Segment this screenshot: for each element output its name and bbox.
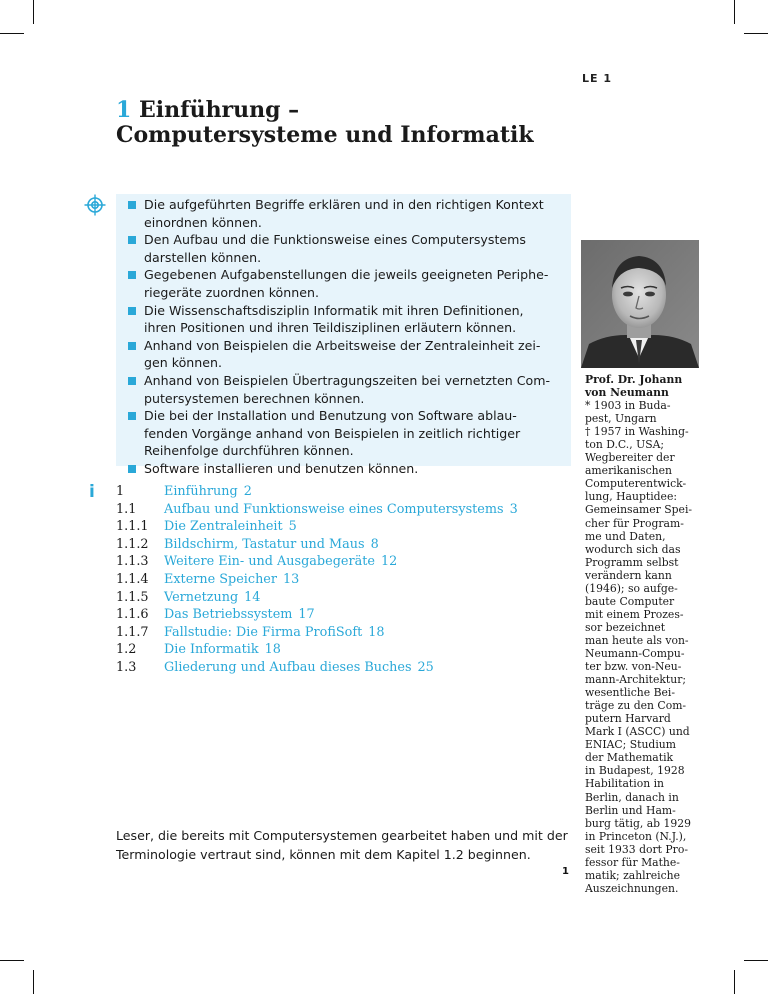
learning-goals-list (128, 196, 565, 478)
bio-line: ton D.C., USA; (585, 438, 665, 452)
square-bullet-icon (128, 307, 136, 315)
square-bullet-icon (128, 377, 136, 385)
toc-page: 18 (264, 642, 281, 658)
learning-goal-line: einordnen können. (144, 214, 262, 230)
bio-line: Berlin, danach in (585, 790, 679, 804)
bio-line: amerikanischen (585, 464, 672, 478)
toc-number: 1.1.5 (116, 589, 149, 605)
bio-line: lung, Hauptidee: (585, 490, 677, 504)
bio-line: matik; zahlreiche (585, 868, 681, 882)
toc-title: Aufbau und Funktionsweise eines Computersystems (164, 501, 504, 517)
toc-page: 17 (298, 607, 315, 623)
toc-entry[interactable] (116, 536, 546, 554)
bio-line: burg tätig, ab 1929 (585, 816, 691, 830)
table-of-contents (116, 483, 546, 677)
toc-number: 1.1.4 (116, 571, 149, 587)
learning-goal-line: putersystemen berechnen können. (144, 390, 365, 406)
bio-line: Wegbereiter der (585, 451, 675, 465)
toc-page: 18 (368, 624, 385, 640)
learning-goal-line: riegeräte zuordnen können. (144, 284, 319, 300)
toc-entry[interactable] (116, 518, 546, 536)
learning-goal-line: Die bei der Installation und Benutzung von Software ablau- (144, 408, 517, 424)
reader-note (116, 826, 571, 864)
bio-line: sor bezeichnet (585, 620, 666, 634)
learning-goal-item (128, 266, 565, 301)
toc-title: Die Informatik (164, 642, 259, 658)
bio-line: ENIAC; Studium (585, 738, 676, 752)
toc-number: 1.1.7 (116, 624, 149, 640)
toc-number: 1.1.3 (116, 554, 149, 570)
toc-page: 14 (244, 589, 261, 605)
bio-line: verändern kann (585, 568, 672, 582)
learning-goals-box (116, 194, 571, 476)
bio-line: Neumann-Compu- (585, 646, 685, 660)
learning-goal-item (128, 372, 565, 407)
page-number: 1 (562, 866, 569, 877)
learning-goal-line: fenden Vorgänge anhand von Beispielen in zeitlich richtiger (144, 425, 521, 441)
toc-entry[interactable] (116, 624, 546, 642)
bio-line: † 1957 in Washing- (585, 425, 689, 439)
bio-line: Auszeichnungen. (585, 881, 679, 895)
toc-number: 1.2 (116, 642, 137, 658)
crop-mark (734, 970, 735, 994)
toc-entry[interactable] (116, 501, 546, 519)
bio-line: träge zu den Com- (585, 699, 687, 713)
bio-line: wesentliche Bei- (585, 686, 676, 700)
crop-mark (734, 0, 735, 24)
target-icon (84, 194, 106, 216)
toc-page: 25 (417, 659, 434, 675)
bio-line: Computerentwick- (585, 477, 687, 491)
toc-title: Vernetzung (164, 589, 239, 605)
toc-number: 1.1.1 (116, 519, 149, 535)
learning-goal-item (128, 231, 565, 266)
learning-goal-line: Den Aufbau und die Funktionsweise eines Computersystems (144, 232, 526, 248)
learning-goal-line: Gegebenen Aufgabenstellungen die jeweils geeigneten Periphe- (144, 267, 549, 283)
square-bullet-icon (128, 201, 136, 209)
toc-page: 2 (243, 484, 252, 499)
bio-line: me und Daten, (585, 529, 666, 543)
crop-mark (33, 0, 34, 24)
toc-entry[interactable] (116, 589, 546, 607)
bio-line: mit einem Prozes- (585, 607, 684, 621)
bio-line: man heute als von- (585, 633, 689, 647)
toc-number: 1.1.6 (116, 607, 149, 623)
crop-mark (33, 970, 34, 994)
square-bullet-icon (128, 342, 136, 350)
toc-title: Einführung (164, 484, 238, 499)
learning-goal-line: Die Wissenschaftsdisziplin Informatik mit ihren Definitionen, (144, 302, 524, 318)
chapter-number: 1 (116, 97, 132, 123)
toc-title: Das Betriebssystem (164, 607, 293, 623)
info-icon: i (89, 482, 95, 502)
learning-goal-item (128, 460, 565, 478)
toc-entry[interactable] (116, 659, 546, 677)
bio-line: cher für Program- (585, 516, 684, 530)
lesson-label: LE 1 (581, 72, 612, 85)
learning-goal-item (128, 407, 565, 460)
learning-goal-item (128, 337, 565, 372)
biography-sidebar (585, 373, 703, 895)
bio-line: seit 1933 dort Pro- (585, 842, 688, 856)
person-name: Prof. Dr. Johann (585, 373, 683, 386)
toc-page: 5 (288, 519, 297, 535)
reader-note-line: Leser, die bereits mit Computersystemen gearbeitet haben und mit der (116, 828, 568, 843)
learning-goal-item (128, 196, 565, 231)
crop-mark (0, 33, 24, 34)
toc-title: Gliederung und Aufbau dieses Buches (164, 659, 412, 675)
bio-line: (1946); so aufge- (585, 581, 678, 595)
bio-line: in Budapest, 1928 (585, 764, 685, 778)
person-name: von Neumann (585, 386, 669, 400)
bio-line: mann-Architektur; (585, 673, 687, 687)
learning-goal-line: darstellen können. (144, 249, 262, 265)
learning-goal-line: ihren Positionen und ihren Teildisziplinen erläutern können. (144, 320, 517, 336)
learning-goal-item (128, 302, 565, 337)
bio-line: fessor für Mathe- (585, 855, 680, 869)
chapter-title (116, 98, 576, 148)
bio-line: Programm selbst (585, 555, 679, 569)
square-bullet-icon (128, 412, 136, 420)
square-bullet-icon (128, 271, 136, 279)
bio-line: in Princeton (N.J.), (585, 829, 687, 843)
bio-line: ter bzw. von-Neu- (585, 660, 682, 674)
crop-mark (744, 960, 768, 961)
toc-entry[interactable] (116, 606, 546, 624)
toc-title: Fallstudie: Die Firma ProfiSoft (164, 624, 363, 640)
toc-number: 1 (116, 484, 125, 499)
toc-number: 1.3 (116, 659, 137, 675)
toc-number: 1.1 (116, 501, 137, 517)
bio-line: Berlin und Ham- (585, 803, 676, 817)
square-bullet-icon (128, 465, 136, 473)
toc-entry[interactable] (116, 553, 546, 571)
bio-line: baute Computer (585, 594, 675, 608)
square-bullet-icon (128, 236, 136, 244)
bio-line: Gemeinsamer Spei- (585, 503, 693, 517)
toc-page: 13 (283, 571, 300, 587)
bio-line: wodurch sich das (585, 542, 681, 556)
toc-page: 12 (380, 554, 398, 570)
bio-line: der Mathematik (585, 751, 674, 765)
crop-mark (0, 960, 24, 961)
chapter-title-line1: Einführung – (138, 97, 300, 123)
bio-line: * 1903 in Buda- (585, 399, 671, 413)
learning-goal-line: Anhand von Beispielen Übertragungszeiten bei vernetzten Com- (144, 372, 551, 388)
portrait-photo (581, 240, 699, 368)
bio-line: Habilitation in (585, 777, 664, 791)
toc-entry[interactable] (116, 483, 546, 501)
toc-page: 3 (509, 501, 518, 517)
toc-number: 1.1.2 (116, 536, 149, 552)
chapter-title-line2: Computersysteme und Informatik (116, 122, 534, 148)
learning-goal-line: Software installieren und benutzen können. (144, 460, 419, 476)
toc-entry[interactable] (116, 641, 546, 659)
reader-note-line: Terminologie vertraut sind, können mit dem Kapitel 1.2 beginnen. (116, 847, 531, 862)
learning-goal-line: gen können. (144, 355, 222, 371)
toc-title: Externe Speicher (164, 571, 277, 587)
toc-entry[interactable] (116, 571, 546, 589)
crop-mark (744, 33, 768, 34)
toc-title: Die Zentraleinheit (164, 519, 283, 535)
toc-title: Weitere Ein- und Ausgabegeräte (164, 554, 375, 570)
bio-line: pest, Ungarn (585, 412, 657, 426)
toc-title: Bildschirm, Tastatur und Maus (164, 536, 365, 552)
bio-line: Mark I (ASCC) und (585, 725, 690, 739)
toc-page: 8 (370, 536, 379, 552)
bio-line: putern Harvard (585, 712, 671, 726)
learning-goal-line: Die aufgeführten Begriffe erklären und in den richtigen Kontext (144, 197, 544, 212)
learning-goal-line: Reihenfolge durchführen können. (144, 443, 354, 459)
learning-goal-line: Anhand von Beispielen die Arbeitsweise der Zentraleinheit zei- (144, 337, 541, 353)
